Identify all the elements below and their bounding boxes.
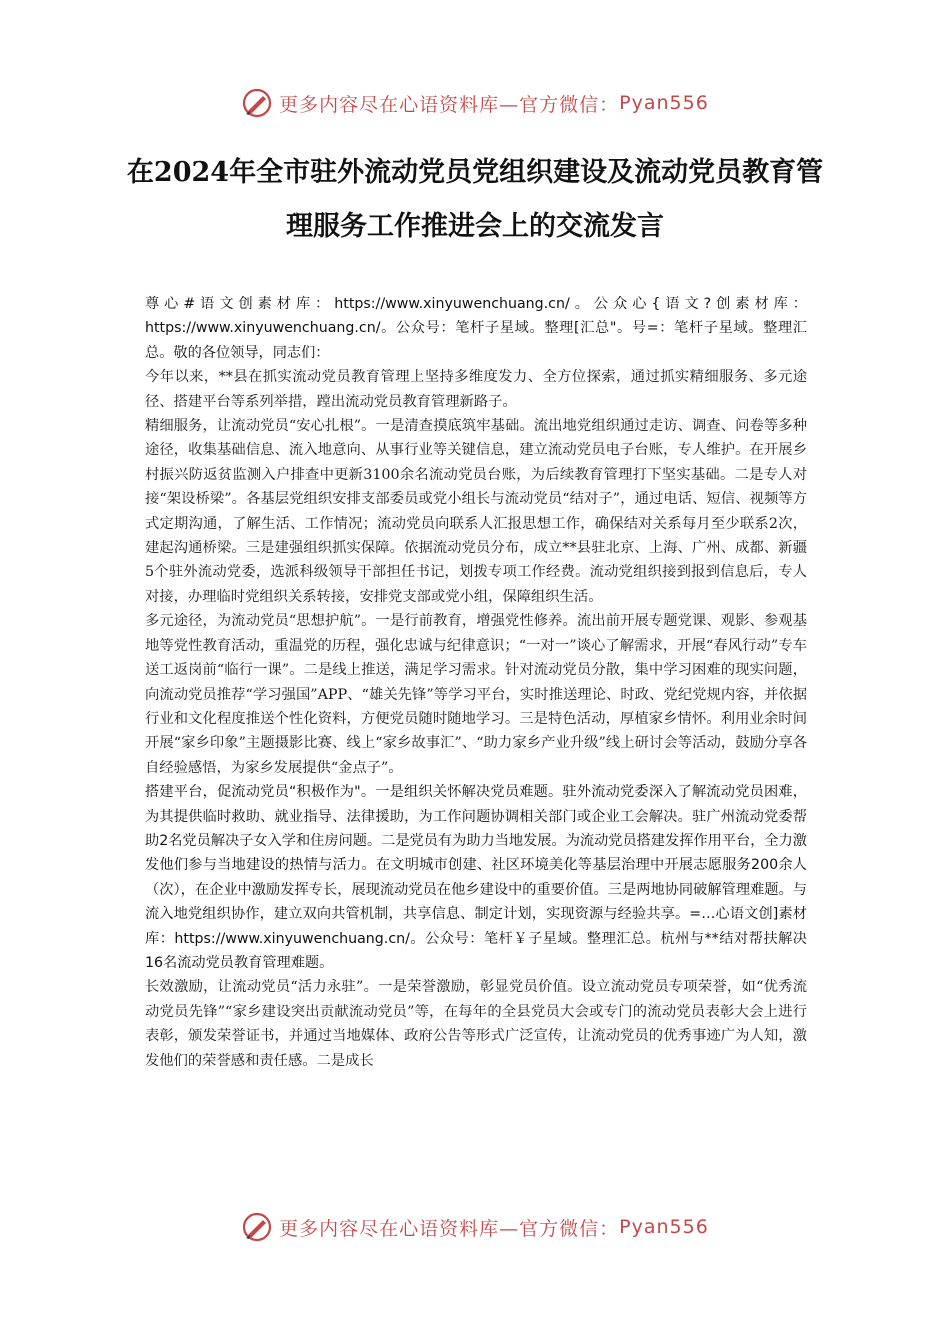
banner-wechat-id: Pyan556 [619,1216,709,1238]
header-banner [0,83,950,123]
pen-logo-icon [241,87,273,119]
banner-wechat-id: Pyan556 [619,92,709,114]
paragraph-intro: 今年以来，**县在抓实流动党员教育管理上坚持多维度发力、全方位探索，通过抓实精细服务、多元途径、搭建平台等系列举措，蹚出流动党员教育管理新路子。 [145,369,807,410]
page-title: 在2024年全市驻外流动党员党组织建设及流动党员教育管理服务工作推进会上的交流发言 [126,157,824,242]
paragraph-platform: 搭建平台，促流动党员“积极作为"。一是组织关怀解决党员难题。驻外流动党委深入了解流动党员困难，为其提供临时救助、就业指导、法律援助，为工作问题协调相关部门或企业工会解决。驻广州流动党委帮助2名党员解决子女入学和住房问题。二是党员有为助力当地发展。为流动党员搭建发挥作用平台，全力激发他们参与当地建设的热情与活力。在文明城市创建、社区环境美化等基层治理中开展志愿服务200余人（次），在企业中激励发挥专长，展现流动党员在他乡建设中的重要价值。三是两地协同破解管理难题。与流入地党组织协作，建立双向共管机制，共享信息、制定计划，实现资源与经验共享。=…心语文创]素材库：https://www.xinyuwenchuang.cn/。公众号：笔杆￥子星域。整理汇总。杭州与**结对帮扶解决16名流动党员教育管理难题。 [145,784,807,971]
paragraph-salutation: 尊心#语文创素材库：https://www.xinyuwenchuang.cn/。公众心{语文?创素材库：https://www.xinyuwenchuang.cn/。公众号：笔杆子星域。整理[汇总"。号=：笔杆子星域。整理汇总。敬的各位领导，同志们： [145,296,807,361]
footer-banner [0,1207,950,1247]
paragraph-education: 多元途径，为流动党员“思想护航”。一是行前教育，增强党性修养。流出前开展专题党课、观影、参观基地等党性教育活动，重温党的历程，强化忠诚与纪律意识；“一对一”谈心了解需求，开展“春风行动”专车送工返岗前“临行一课”。二是线上推送，满足学习需求。针对流动党员分散，集中学习困难的现实问题，向流动党员推荐“学习强国”APP、“雄关先锋”等学习平台，实时推送理论、时政、党纪党规内容，并依据行业和文化程度推送个性化资料，方便党员随时随地学习。三是特色活动，厚植家乡情怀。利用业余时间开展“家乡印象”主题摄影比赛、线上“家乡故事汇”、“助力家乡产业升级”线上研讨会等活动，鼓励分享各自经验感悟，为家乡发展提供“金点子”。 [145,613,807,776]
banner-text: 更多内容尽在心语资料库—官方微信： [279,93,620,116]
paragraph-service: 精细服务，让流动党员“安心扎根”。一是清查摸底筑牢基础。流出地党组织通过走访、调查、问卷等多种途径，收集基础信息、流入地意向、从事行业等关键信息，建立流动党员电子台账，专人维护。在开展乡村振兴防返贫监测入户排查中更新3100余名流动党员台账，为后续教育管理打下坚实基础。二是专人对接“架设桥梁”。各基层党组织安排支部委员或党小组长与流动党员“结对子”，通过电话、短信、视频等方式定期沟通，了解生活、工作情况；流动党员向联系人汇报思想工作，确保结对关系每月至少联系2次，建起沟通桥梁。三是建强组织抓实保障。依据流动党员分布，成立**县驻北京、上海、广州、成都、新疆5个驻外流动党委，选派科级领导干部担任书记，划拨专项工作经费。流动党组织接到报到信息后，专人对接，办理临时党组织关系转接，安排党支部或党小组，保障组织生活。 [145,418,807,605]
document-body [145,292,807,1073]
paragraph-incentive: 长效激励，让流动党员“活力永驻”。一是荣誉激励，彰显党员价值。设立流动党员专项荣誉，如“优秀流动党员先锋”“家乡建设突出贡献流动党员”等，在每年的全县党员大会或专门的流动党员表彰大会上进行表彰，颁发荣誉证书，并通过当地媒体、政府公告等形式广泛宣传，让流动党员的优秀事迹广为人知，激发他们的荣誉感和责任感。二是成长 [145,979,807,1069]
banner-text: 更多内容尽在心语资料库—官方微信： [279,1217,620,1240]
pen-logo-icon [241,1211,273,1243]
